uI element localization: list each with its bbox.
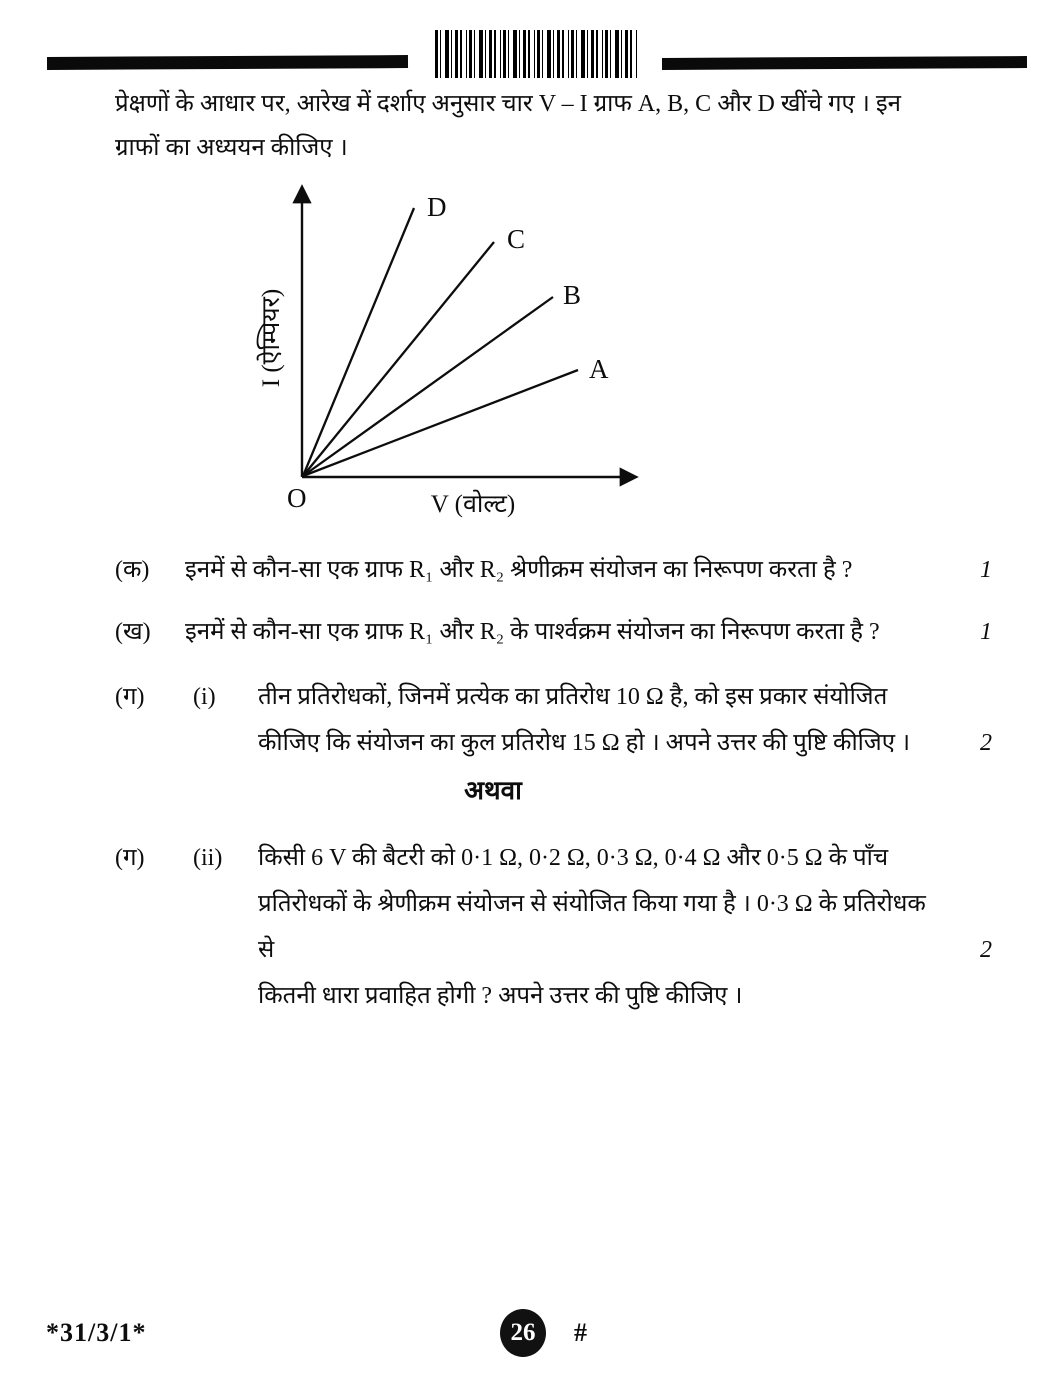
line-label-a: A <box>589 354 609 384</box>
or-separator: अथवा <box>464 776 522 805</box>
marks-value: 2 <box>980 937 992 963</box>
marks-value: 1 <box>980 619 992 645</box>
line-label-b: B <box>563 280 582 310</box>
question-text <box>258 674 948 766</box>
intro-line-2: ग्राफों का अध्ययन कीजिए । <box>115 135 348 161</box>
question-label: (ख) <box>115 619 151 645</box>
x-axis-label: V (वोल्ट) <box>430 491 516 518</box>
footer-paper-code: *31/3/1* <box>46 1318 147 1347</box>
question-sub-label: (ii) <box>193 845 223 871</box>
question-text-line-1: किसी 6 V की बैटरी को 0·1 Ω, 0·2 Ω, 0·3 Ω, 0·4 Ω और 0·5 Ω के पाँच <box>258 845 889 871</box>
question-label: (ग) <box>115 684 145 710</box>
question-text-line-2: प्रतिरोधकों के श्रेणीक्रम संयोजन से संयोजित किया गया है । 0·3 Ω के प्रतिरोधक से <box>258 891 926 963</box>
question-text: इनमें से कौन-सा एक ग्राफ R₁ और R₂ के पार्श्वक्रम संयोजन का निरूपण करता है ? <box>185 619 880 645</box>
question-text-line-1: तीन प्रतिरोधकों, जिनमें प्रत्येक का प्रतिरोध 10 Ω है, को इस प्रकार संयोजित <box>258 684 888 710</box>
page-number-badge <box>500 1309 546 1357</box>
question-text: इनमें से कौन-सा एक ग्राफ R₁ और R₂ श्रेणीक्रम संयोजन का निरूपण करता है ? <box>185 557 853 583</box>
marks-value: 2 <box>980 730 992 756</box>
intro-paragraph <box>115 82 1015 170</box>
header-rule-left <box>47 55 408 70</box>
vi-graph-figure <box>243 172 663 522</box>
origin-label: O <box>287 483 307 513</box>
question-sub-label: (i) <box>193 684 216 710</box>
question-text <box>258 835 948 1019</box>
footer-hash-mark: # <box>574 1318 587 1347</box>
graph-line-a <box>303 370 578 476</box>
header-rule-right <box>662 56 1027 70</box>
marks-value: 1 <box>980 557 992 583</box>
page-number: 26 <box>510 1319 536 1346</box>
intro-line-1: प्रेक्षणों के आधार पर, आरेख में दर्शाए अनुसार चार V – I ग्राफ A, B, C और D खींचे गए । इन <box>115 91 901 117</box>
y-axis-label: I (ऐम्पियर) <box>258 288 285 388</box>
question-text-line-2: कीजिए कि संयोजन का कुल प्रतिरोध 15 Ω हो । अपने उत्तर की पुष्टि कीजिए । <box>258 730 911 756</box>
line-label-d: D <box>427 192 447 222</box>
line-label-c: C <box>507 224 526 254</box>
question-label: (क) <box>115 557 150 583</box>
barcode <box>435 30 638 78</box>
question-label: (ग) <box>115 845 145 871</box>
question-text-line-3: कितनी धारा प्रवाहित होगी ? अपने उत्तर की पुष्टि कीजिए । <box>258 983 743 1009</box>
